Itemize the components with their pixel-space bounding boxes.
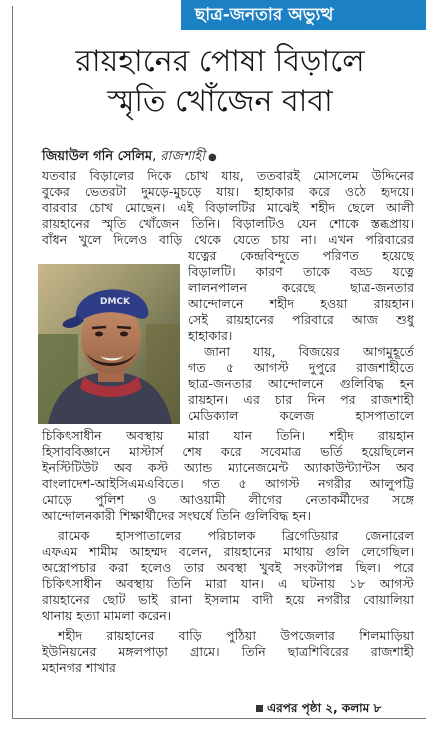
body-line: যতবার বিড়ালের দিকে চোখ যায়, ততবারই মোসলেম উদ্দিনের <box>42 168 414 183</box>
body-line: বারবার চোখ মোছেন। এই বিড়ালটির মাঝেই শহীদ ছেলে আলী <box>42 200 414 215</box>
headline-line-1: রায়হানের পোষা বিড়ালে <box>75 44 365 79</box>
bottom-rule <box>12 718 426 719</box>
body-line: এফএম শামীম আহম্মদ বলেন, রায়হানের মাথায় গুলি লেগেছিল। <box>42 544 414 559</box>
column-rule <box>12 6 13 718</box>
byline: জিয়াউল গনি সেলিম, রাজশাহী ● <box>42 149 217 164</box>
body-line: বাংলাদেশ-আইসিএমএবিতে। গত ৫ আগস্ট নগরীর আলুপট্টি <box>42 476 414 491</box>
body-line: হিসাববিজ্ঞানে মাস্টার্স শেষ করে সবেমাত্র ভর্তি হয়েছিলেন <box>42 444 414 459</box>
body-line: রায়হানের ছোট ভাই রানা ইসলাম বাদী হয়ে নগরীর বোয়ালিয়া <box>42 592 414 607</box>
cap-text: DMCK <box>100 297 131 307</box>
body-line: চিকিৎসাধীন অবস্থায় তিনি মারা যান। এ ঘটনায় ১৮ আগস্ট <box>42 576 414 591</box>
square-bullet-icon <box>256 705 263 712</box>
body-line: সেই রায়হানের পরিবারে আজ শুধু <box>188 312 414 327</box>
body-line: লালনপালন করেছে ছাত্র-জনতার <box>188 280 414 295</box>
body-line: জানা যায়, বিজয়ের আগমুহূর্তে <box>204 344 414 359</box>
body-line: হাহাকার। <box>188 328 233 343</box>
body-line: চিকিৎসাধীন অবস্থায় মারা যান তিনি। শহীদ রায়হান <box>42 428 414 443</box>
byline-place: রাজশাহী <box>160 149 205 164</box>
body-line: রায়হান। এর চার দিন পর রাজশাহী <box>188 392 414 407</box>
body-line: রায়হানের স্মৃতি খোঁজেন তিনি। বিড়ালটিও যেন শোকে স্তব্ধপ্রায়। <box>42 216 414 231</box>
body-line: মহানগর শাখার <box>42 660 116 675</box>
continuation-note[interactable] <box>256 700 381 716</box>
portrait-photo <box>38 264 180 424</box>
continuation-text: এরপর পৃষ্ঠা ২, কলাম ৮ <box>267 701 382 715</box>
body-line: গত ৫ আগস্ট দুপুরে রাজশাহীতে <box>188 360 414 375</box>
body-line: মোড়ে পুলিশ ও আওয়ামী লীগের নেতাকর্মীদের সঙ্গে <box>42 492 414 507</box>
body-line: বিড়ালটি। কারণ তাকে বড্ড যত্নে <box>188 264 414 279</box>
body-line: ইনস্টিটিউট অব কস্ট অ্যান্ড ম্যানেজমেন্ট অ্যাকাউন্ট্যান্টস অব <box>42 460 414 475</box>
body-line: ছাত্র-জনতার আন্দোলনে গুলিবিদ্ধ হন <box>188 376 414 391</box>
body-line: থানায় হত্যা মামলা করেন। <box>42 608 172 623</box>
body-line: যত্নের কেন্দ্রবিন্দুতে পরিণত হয়েছে <box>188 248 414 263</box>
body-line: মেডিক্যাল কলেজ হাসপাতালে <box>188 408 414 423</box>
headline-line-2: স্মৃতি খোঁজেন বাবা <box>107 84 333 119</box>
bullet-icon: ● <box>207 152 217 163</box>
body-line: বাঁধন খুলে দিলেও বাড়ি থেকে যেতে চায় না। এখন পরিবারের <box>42 232 414 247</box>
body-line: অস্ত্রোপচার করা হলেও তার অবস্থা খুবই সংকটাপন্ন ছিল। পরে <box>42 560 414 575</box>
body-line: আন্দোলনকারী শিক্ষার্থীদের সংঘর্ষে তিনি গুলিবিদ্ধ হন। <box>42 508 312 523</box>
body-line: শহীদ রায়হানের বাড়ি পুঠিয়া উপজেলার শিলমাড়িয়া <box>58 628 414 643</box>
body-line: ইউনিয়নের মঙ্গলপাড়া গ্রামে। তিনি ছাত্রশিবিরের রাজশাহী <box>42 644 414 659</box>
body-line: বুকের ভেতরটা দুমড়ে-মুচড়ে যায়। হাহাকার করে ওঠে হৃদয়ে। <box>42 184 414 199</box>
section-banner: ছাত্র-জনতার অভ্যুত্থ <box>181 0 426 30</box>
byline-author: জিয়াউল গনি সেলিম <box>42 149 153 164</box>
body-line: রামেক হাসপাতালের পরিচালক ব্রিগেডিয়ার জেনারেল <box>58 528 414 543</box>
headline <box>14 42 426 122</box>
body-line: আন্দোলনে শহীদ হওয়া রায়হান। <box>188 296 414 311</box>
